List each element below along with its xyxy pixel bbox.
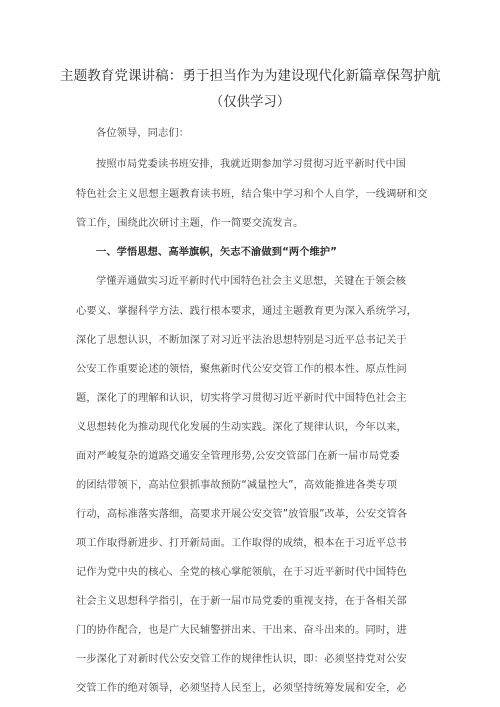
paragraph2-line: 公安工作重要论述的领悟，聚焦新时代公安交管工作的根本性、原点性问 — [76, 364, 407, 375]
section-heading-1: 一、学悟思想、高举旗帜，矢志不渝做到“两个维护” — [96, 247, 338, 258]
paragraph1-line: 特色社会主义思想主题教育读书班，结合集中学习和个人自学，一线调研和交 — [76, 189, 428, 200]
paragraph1-line: 管工作，围绕此次研讨主题，作一简要交流发言。 — [76, 218, 304, 229]
paragraph2-line: 记作为党中央的核心、全党的核心掌舵领航，在于习近平新时代中国特色 — [76, 567, 407, 578]
paragraph2-line: 门的协作配合，也是广大民辅警拼出来、干出来、奋斗出来的。同时，进 — [76, 625, 407, 636]
paragraph2-line: 社会主义思想科学指引，在于新一届市局党委的重视支持，在于各相关部 — [76, 596, 407, 607]
paragraph2-line: 行动，高标准落实落细，高要求开展公安交管”放管服”改革，公安交管各 — [76, 509, 408, 520]
paragraph2-line: 的团结带领下，高站位狠抓事故预防“减量控大”，高效能推进各类专项 — [76, 480, 397, 491]
paragraph2-line: 交管工作的绝对领导，必须坚持人民至上，必须坚持统筹发展和安全，必 — [76, 683, 407, 694]
paragraph2-line: 心要义、掌握科学方法、践行根本要求，通过主题教育更为深入系统学习， — [76, 306, 418, 317]
document-title: 主题教育党课讲稿：勇于担当作为为建设现代化新篇章保驾护航 — [60, 68, 441, 84]
document-subtitle: （仅供学习） — [209, 95, 291, 110]
paragraph1-line: 按照市局党委读书班安排，我就近期参加学习贯彻习近平新时代中国 — [96, 159, 407, 170]
paragraph2-line: 深化了思想认识，不断加深了对习近平法治思想特别是习近平总书记关于 — [76, 335, 407, 346]
paragraph2-line: 一步深化了对新时代公安交管工作的规律性认识，即：必须坚持党对公安 — [76, 654, 407, 665]
paragraph2-line: 题，深化了的理解和认识，切实将学习贯彻习近平新时代中国特色社会主 — [76, 393, 407, 404]
paragraph2-line: 项工作取得新进步、打开新局面。工作取得的成绩，根本在于习近平总书 — [76, 538, 407, 549]
paragraph2-line: 义思想转化为推动现代化发展的生动实践。深化了规律认识，今年以来， — [76, 422, 407, 433]
greeting-text: 各位领导，同志们： — [96, 128, 190, 139]
paragraph2-line: 面对严峻复杂的道路交通安全管理形势,公安交管部门在新一届市局党委 — [76, 451, 400, 462]
paragraph2-line: 学懂弄通做实习近平新时代中国特色社会主义思想，关键在于领会核 — [96, 276, 407, 287]
